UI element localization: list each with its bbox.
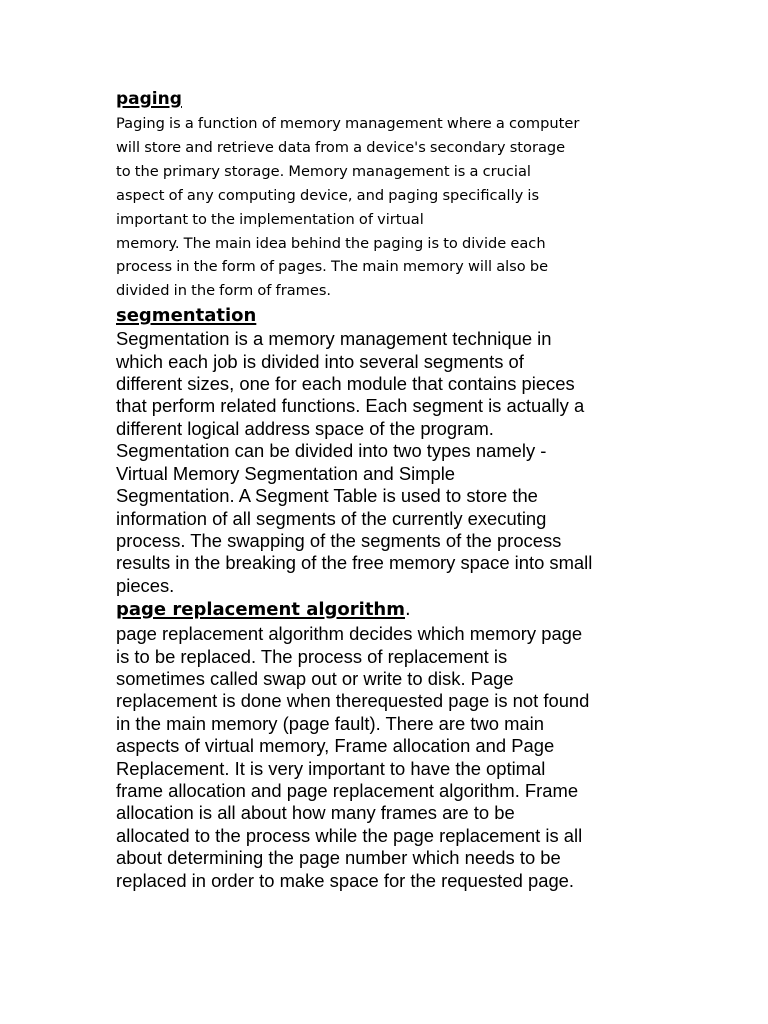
text-line: replaced in order to make space for the requested page.: [116, 869, 575, 891]
text-line: Segmentation. A Segment Table is used to store the: [116, 485, 538, 507]
text-line: aspects of virtual memory, Frame allocation and Page: [116, 735, 555, 757]
heading-segmentation-text: segmentation: [116, 305, 257, 327]
text-line: allocation is all about how many frames are to be: [116, 802, 515, 824]
document-page: [116, 86, 656, 892]
heading-segmentation: [116, 304, 656, 328]
heading-paging: [116, 86, 656, 112]
text-line: in the main memory (page fault). There are two main: [116, 712, 544, 734]
heading-trailing-period: .: [405, 599, 411, 621]
text-line: important to the implementation of virtual: [116, 210, 424, 228]
text-line: different logical address space of the program.: [116, 417, 494, 439]
paragraph-paging: [116, 112, 656, 303]
text-line: information of all segments of the currently executing: [116, 507, 547, 529]
text-line: will store and retrieve data from a device's secondary storage: [116, 138, 566, 156]
paragraph-segmentation: [116, 328, 656, 597]
heading-page-replacement-text: page replacement algorithm: [116, 599, 405, 621]
text-line: process. The swapping of the segments of the process: [116, 529, 562, 551]
heading-page-replacement: [116, 597, 656, 623]
text-line: process in the form of pages. The main memory will also be: [116, 258, 549, 276]
heading-paging-text: paging: [116, 89, 182, 109]
text-line: Segmentation is a memory management technique in: [116, 328, 552, 350]
text-line: to the primary storage. Memory management is a crucial: [116, 162, 531, 180]
text-line: sometimes called swap out or write to disk. Page: [116, 667, 514, 689]
text-line: divided in the form of frames.: [116, 282, 332, 300]
text-line: aspect of any computing device, and paging specifically is: [116, 186, 540, 204]
text-line: pieces.: [116, 574, 175, 596]
text-line: results in the breaking of the free memory space into small: [116, 552, 593, 574]
text-line: Segmentation can be divided into two types namely -: [116, 440, 547, 462]
text-line: memory. The main idea behind the paging is to divide each: [116, 234, 546, 252]
text-line: Virtual Memory Segmentation and Simple: [116, 462, 456, 484]
text-line: Paging is a function of memory management where a computer: [116, 115, 580, 132]
text-line: frame allocation and page replacement algorithm. Frame: [116, 779, 579, 801]
text-line: allocated to the process while the page replacement is all: [116, 824, 583, 846]
text-line: Replacement. It is very important to have the optimal: [116, 757, 546, 779]
paragraph-page-replacement: [116, 623, 656, 892]
text-line: replacement is done when therequested page is not found: [116, 690, 590, 712]
text-line: which each job is divided into several segments of: [116, 350, 524, 372]
text-line: that perform related functions. Each segment is actually a: [116, 395, 585, 417]
text-line: about determining the page number which needs to be: [116, 847, 561, 869]
text-line: is to be replaced. The process of replacement is: [116, 645, 508, 667]
text-line: different sizes, one for each module that contains pieces: [116, 373, 575, 395]
text-line: page replacement algorithm decides which memory page: [116, 623, 583, 645]
